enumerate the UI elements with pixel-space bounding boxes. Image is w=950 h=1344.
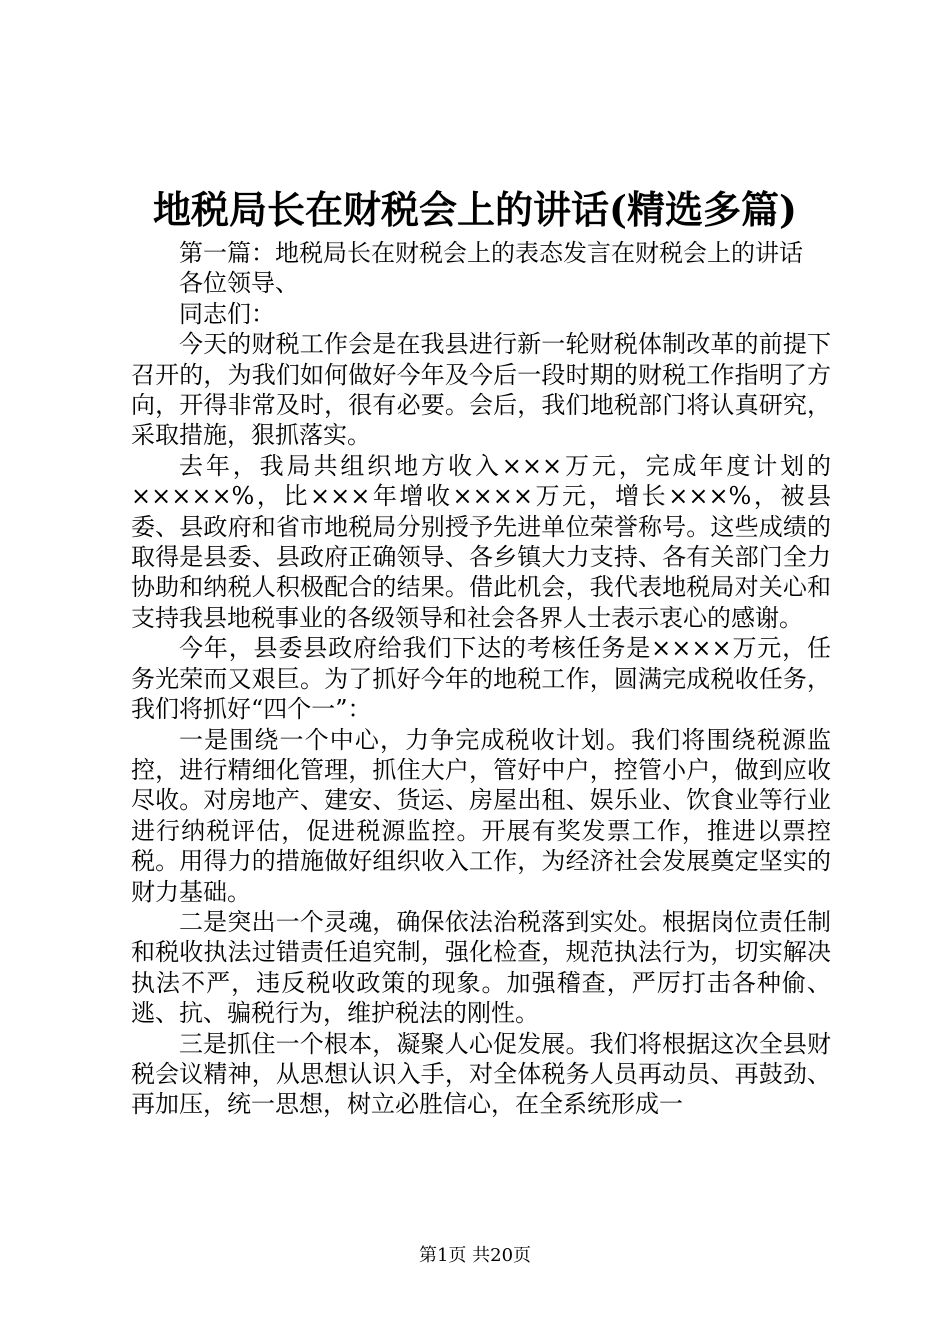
page-number-footer: 第1页 共20页 xyxy=(418,1245,532,1266)
body-paragraph: 去年，我局共组织地方收入×××万元，完成年度计划的×××××%，比×××年增收××××万元，增长×××%，被县委、县政府和省市地税局分别授予先进单位荣誉称号。这些成绩的取得是县委、县政府正确领导、各乡镇大力支持、各有关部门全力协助和纳税人积极配合的结果。借此机会，我代表地税局对关心和支持我县地税事业的各级领导和社会各界人士表示衷心的感谢。 xyxy=(131,451,831,632)
section-heading: 第一篇：地税局长在财税会上的表态发言在财税会上的讲话 xyxy=(179,239,803,267)
body-paragraph: 三是抓住一个根本，凝聚人心促发展。我们将根据这次全县财税会议精神，从思想认识入手，对全体税务人员再动员、再鼓劲、再加压，统一思想，树立必胜信心，在全系统形成一 xyxy=(131,1029,831,1119)
salutation-line: 同志们： xyxy=(179,299,275,328)
body-paragraph: 二是突出一个灵魂，确保依法治税落到实处。根据岗位责任制和税收执法过错责任追究制，强化检查，规范执法行为，切实解决执法不严，违反税收政策的现象。加强稽查，严厉打击各种偷、逃、抗、骗税行为，维护税法的刚性。 xyxy=(131,907,831,1028)
document-body xyxy=(131,238,831,1120)
salutation-line: 各位领导、 xyxy=(179,269,299,298)
body-paragraph: 今年，县委县政府给我们下达的考核任务是××××万元，任务光荣而又艰巨。为了抓好今年的地税工作，圆满完成税收任务，我们将抓好“四个一”： xyxy=(131,634,831,724)
body-paragraph: 一是围绕一个中心，力争完成税收计划。我们将围绕税源监控，进行精细化管理，抓住大户，管好中户，控管小户，做到应收尽收。对房地产、建安、货运、房屋出租、娱乐业、饮食业等行业进行纳税评估，促进税源监控。开展有奖发票工作，推进以票控税。用得力的措施做好组织收入工作，为经济社会发展奠定坚实的财力基础。 xyxy=(131,725,831,906)
body-paragraph: 今天的财税工作会是在我县进行新一轮财税体制改革的前提下召开的，为我们如何做好今年及今后一段时期的财税工作指明了方向，开得非常及时，很有必要。会后，我们地税部门将认真研究，采取措施，狠抓落实。 xyxy=(131,330,831,450)
document-title: 地税局长在财税会上的讲话(精选多篇) xyxy=(153,187,797,232)
